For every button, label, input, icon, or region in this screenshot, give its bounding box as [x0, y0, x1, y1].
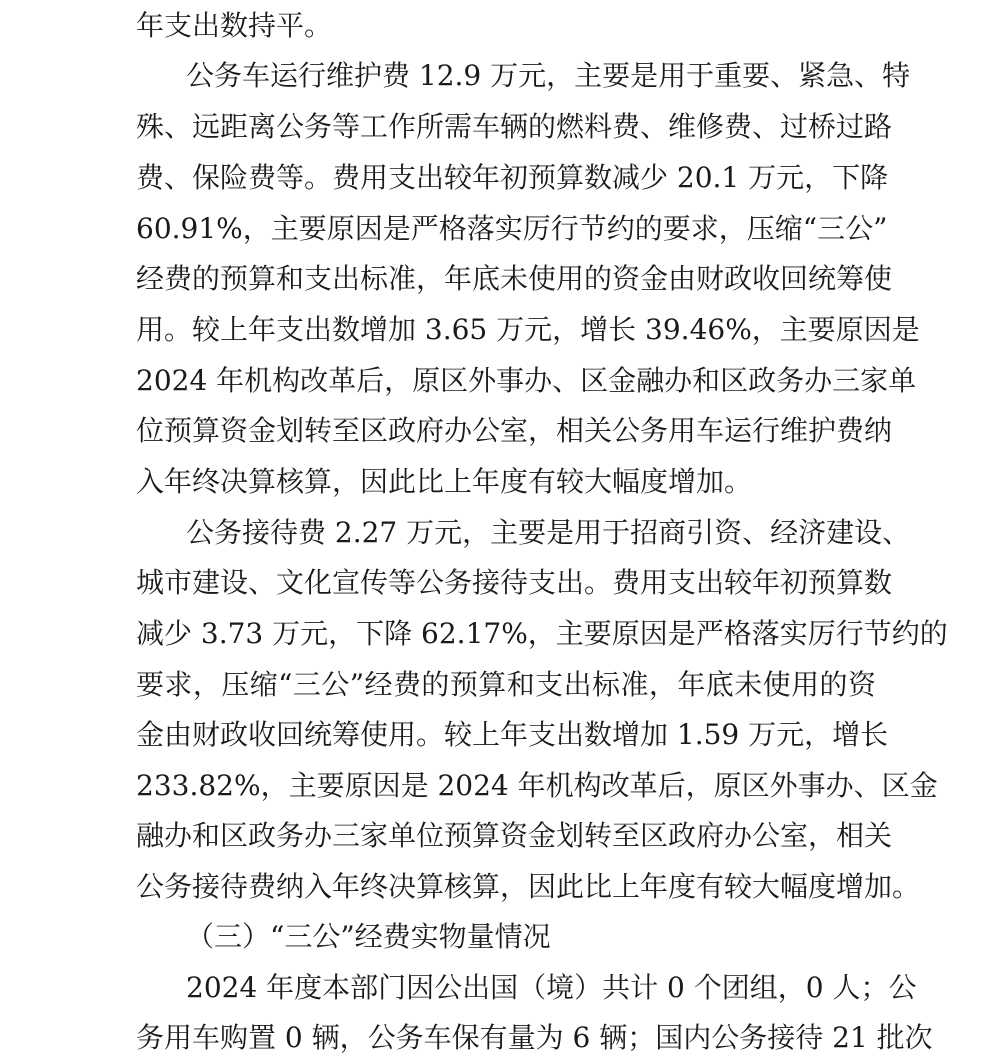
paragraph-line: 城市建设、文化宣传等公务接待支出。费用支出较年初预算数 — [136, 566, 893, 599]
paragraph-line: 融办和区政务办三家单位预算资金划转至区政府办公室，相关 — [136, 819, 893, 852]
paragraph-line: 公务接待费纳入年终决算核算，因此比上年度有较大幅度增加。 — [136, 870, 921, 903]
paragraph-line: 用。较上年支出数增加 3.65 万元，增长 39.46%，主要原因是 — [136, 313, 920, 346]
paragraph-line: 年支出数持平。 — [136, 9, 333, 42]
paragraph-line: 经费的预算和支出标准，年底未使用的资金由财政收回统筹使 — [136, 262, 893, 295]
paragraph-line: 要求，压缩“三公”经费的预算和支出标准，年底未使用的资 — [136, 668, 876, 701]
paragraph-line: 60.91%，主要原因是严格落实厉行节约的要求，压缩“三公” — [136, 212, 888, 245]
paragraph-line: 减少 3.73 万元，下降 62.17%，主要原因是严格落实厉行节约的 — [136, 617, 948, 650]
paragraph-line: 费、保险费等。费用支出较年初预算数减少 20.1 万元，下降 — [136, 161, 889, 194]
paragraph-line: 入年终决算核算，因此比上年度有较大幅度增加。 — [136, 465, 753, 498]
paragraph-line: 殊、远距离公务等工作所需车辆的燃料费、维修费、过桥过路 — [136, 110, 893, 143]
paragraph-line: 务用车购置 0 辆，公务车保有量为 6 辆；国内公务接待 21 批次 — [136, 1021, 933, 1054]
paragraph-line: 公务接待费 2.27 万元，主要是用于招商引资、经济建设、 — [186, 516, 911, 549]
paragraph-line: 2024 年度本部门因公出国（境）共计 0 个团组，0 人；公 — [186, 971, 917, 1004]
paragraph-line: 位预算资金划转至区政府办公室，相关公务用车运行维护费纳 — [136, 414, 893, 447]
section-heading: （三）“三公”经费实物量情况 — [186, 920, 551, 953]
paragraph-line: 公务车运行维护费 12.9 万元，主要是用于重要、紧急、特 — [186, 59, 911, 92]
paragraph-line: 233.82%，主要原因是 2024 年机构改革后，原区外事办、区金 — [136, 769, 938, 802]
paragraph-line: 金由财政收回统筹使用。较上年支出数增加 1.59 万元，增长 — [136, 718, 889, 751]
paragraph-line: 2024 年机构改革后，原区外事办、区金融办和区政务办三家单 — [136, 364, 917, 397]
